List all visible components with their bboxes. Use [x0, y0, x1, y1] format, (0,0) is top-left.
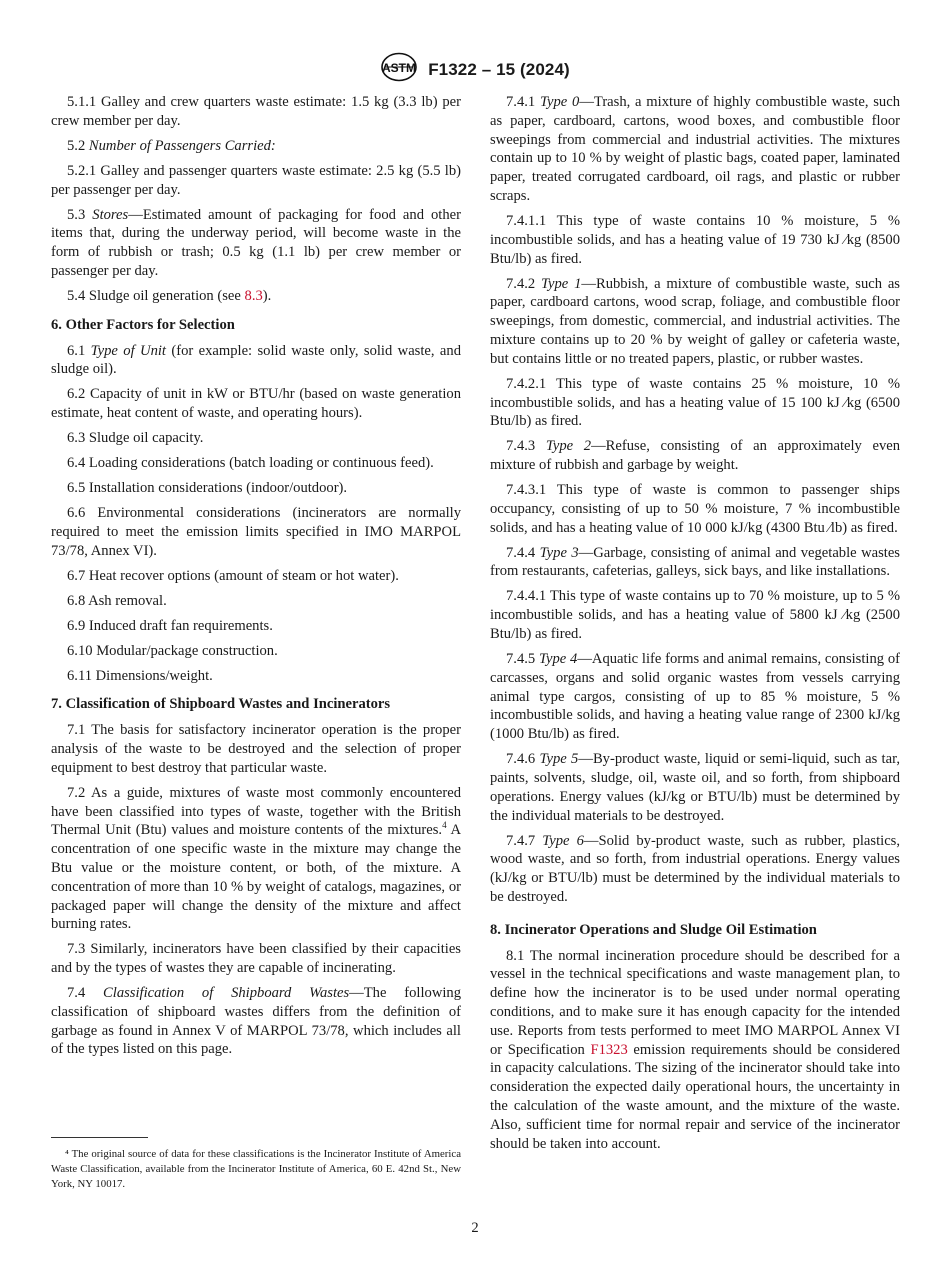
section-5-1-1: 5.1.1 Galley and crew quarters waste estimate: 1.5 kg (3.3 lb) per crew member per day.	[51, 94, 461, 129]
section-7-1: 7.1 The basis for satisfactory incinerator operation is the proper analysis of the waste to be destroyed and the selection of proper equipment to best destroy that particular waste.	[51, 722, 461, 776]
section-8-3-link[interactable]: 8.3	[244, 287, 263, 304]
heading-section-6: 6. Other Factors for Selection	[51, 316, 235, 333]
heading-section-8: 8. Incinerator Operations and Sludge Oil Estimation	[490, 921, 817, 938]
page-header	[0, 52, 950, 87]
section-7-4-3-1: 7.4.3.1 This type of waste is common to passenger ships occupancy, consisting of up to 50 % moisture, 7 % incombustible solids, and has a heating value of 10 000 kJ/kg (4300 Btu ⁄lb) as fired.	[490, 482, 900, 536]
section-6-9: 6.9 Induced draft fan requirements.	[67, 617, 273, 634]
section-6-2: 6.2 Capacity of unit in kW or BTU/hr (based on waste generation estimate, heat content of waste, and operating hours).	[51, 386, 461, 422]
footnote-ref: 4	[442, 820, 447, 831]
section-7-4-5: 7.4.5 Type 4—Aquatic life forms and animal remains, consisting of carcasses, organs and solid organic wastes from vessels carrying animal type cargos, consisting of up to 85 % moisture, 5 % incombustible solids, and having a heating value range of 2300 kJ/kg (1000 Btu/lb) as fired.	[490, 651, 900, 743]
section-6-4: 6.4 Loading considerations (batch loading or continuous feed).	[67, 455, 434, 472]
section-7-4-2-1: 7.4.2.1 This type of waste contains 25 % moisture, 10 % incombustible solids, and has a heating value of 15 100 kJ ⁄kg (6500 Btu/lb) as fired.	[490, 375, 900, 430]
section-5-2-1: 5.2.1 Galley and passenger quarters waste estimate: 2.5 kg (5.5 lb) per passenger per day.	[51, 162, 461, 198]
section-7-4-4: 7.4.4 Type 3—Garbage, consisting of animal and vegetable wastes from restaurants, cafeterias, galleys, sick bays, and like installations.	[490, 544, 900, 580]
right-column	[490, 93, 900, 1160]
f1323-link[interactable]: F1323	[590, 1041, 628, 1058]
astm-logo-icon	[380, 52, 418, 87]
section-6-10: 6.10 Modular/package construction.	[67, 642, 278, 659]
section-7-4-7: 7.4.7 Type 6—Solid by-product waste, such as rubber, plastics, wood waste, and so forth, from industrial operations. Energy values (kJ/kg or BTU/lb) must be determined by the individual materials to be destroyed.	[490, 832, 900, 905]
section-7-4-1-1: 7.4.1.1 This type of waste contains 10 % moisture, 5 % incombustible solids, and has a heating value of 19 730 kJ ⁄kg (8500 Btu/lb) as fired.	[490, 212, 900, 267]
section-7-2: 7.2 As a guide, mixtures of waste most commonly encountered have been classified into types of waste, together with the British Thermal Unit (Btu) values and moisture contents of the mixtures.$^4$ A concentration of one specific waste in the mixture may change the Btu value or the moisture content, or both, of the mixture. A concentration of more than 10 % by weight of catalogs, magazines, or packaged paper will change the density of the mixture and affect burning rates.	[51, 784, 461, 933]
heading-section-7: 7. Classification of Shipboard Wastes and Incinerators	[51, 696, 391, 713]
section-6-7: 6.7 Heat recover options (amount of steam or hot water).	[67, 567, 399, 584]
section-7-4-4-1: 7.4.4.1 This type of waste contains up to 70 % moisture, up to 5 % incombustible solids, and has a heating value of 5800 kJ ⁄kg (2500 Btu/lb) as fired.	[490, 588, 900, 643]
section-5-3: 5.3 Stores—Estimated amount of packaging for food and other items that, during the underway period, will become waste in the form of rubbish or trash; 0.5 kg (1.1 lb) per crew member or passenger per day.	[51, 206, 461, 279]
section-7-4-3: 7.4.3 Type 2—Refuse, consisting of an approximately even mixture of rubbish and garbage by weight.	[490, 438, 901, 474]
section-6-11: 6.11 Dimensions/weight.	[67, 667, 213, 684]
section-6-3: 6.3 Sludge oil capacity.	[67, 430, 204, 447]
section-8-1: 8.1 The normal incineration procedure should be described for a vessel in the technical specifications and waste management plan, to define how the incinerator is to be used under normal operating conditions, and to make sure it has enough capacity for the intended use. Reports from tests performed to meet IMO MARPOL Annex VI or Specification F1323 emission requirements should be considered in capacity calculations. The sizing of the incinerator should take into consideration the expected daily operational hours, the uncertainty in the calculation of the waste amount, and the mixture of the waste. Also, sufficient time for normal repair and service of the incinerator should be taken into account.	[490, 947, 900, 1152]
page-number: 2	[471, 1220, 479, 1236]
section-7-4-2: 7.4.2 Type 1—Rubbish, a mixture of combustible waste, such as paper, cardboard cartons, wood scrap, foliage, and combustible floor sweepings, from domestic, commercial, and industrial activities. The mixture contains up to 20 % by weight of galley or cafeteria waste, but contains little or no treated papers, plastic, or rubber wastes.	[490, 275, 900, 367]
left-column	[51, 93, 461, 1065]
section-6-1: 6.1 Type of Unit (for example: solid waste only, solid waste, and sludge oil).	[51, 342, 461, 378]
section-7-3: 7.3 Similarly, incinerators have been classified by their capacities and by the types of wastes they are capable of incinerating.	[51, 941, 461, 977]
section-5-4: 5.4 Sludge oil generation (see 8.3).	[67, 287, 272, 304]
document-designation: F1322 – 15 (2024)	[428, 59, 570, 79]
section-5-2: 5.2 Number of Passengers Carried:	[67, 137, 276, 154]
section-6-8: 6.8 Ash removal.	[67, 592, 167, 609]
section-7-4: 7.4 Classification of Shipboard Wastes—The following classification of shipboard wastes differs from the definition of garbage as found in Annex V of MARPOL 73/78, which includes all of the types listed on this page.	[51, 985, 462, 1058]
section-6-6: 6.6 Environmental considerations (incinerators are normally required to meet the emission limits specified in IMO MARPOL 73/78, Annex VI).	[51, 505, 461, 559]
footnote-4: ⁴ The original source of data for these classifications is the Incinerator Institute of America Waste Classification, available from the Incinerator Institute of America, 60 E. 42nd St., New York, NY 10017.	[51, 1148, 461, 1190]
section-7-4-6: 7.4.6 Type 5—By-product waste, liquid or semi-liquid, such as tar, paints, solvents, sludge, oil, waste oil, and so forth, from shipboard operations. Energy values (kJ/kg or BTU/lb) must be determined by the individual materials to be destroyed.	[490, 751, 900, 824]
svg-text:ASTM: ASTM	[382, 61, 417, 75]
footnote-divider	[51, 1137, 148, 1138]
section-7-4-1: 7.4.1 Type 0—Trash, a mixture of highly combustible waste, such as paper, cardboard, cartons, wood boxes, and combustible floor sweepings from commercial and industrial activities. The mixtures contain up to 10 % by weight of plastic bags, coated paper, laminated paper, treated corrugated cardboard, oil rags, and plastic or rubber scraps.	[490, 94, 900, 204]
section-6-5: 6.5 Installation considerations (indoor/outdoor).	[67, 480, 348, 497]
